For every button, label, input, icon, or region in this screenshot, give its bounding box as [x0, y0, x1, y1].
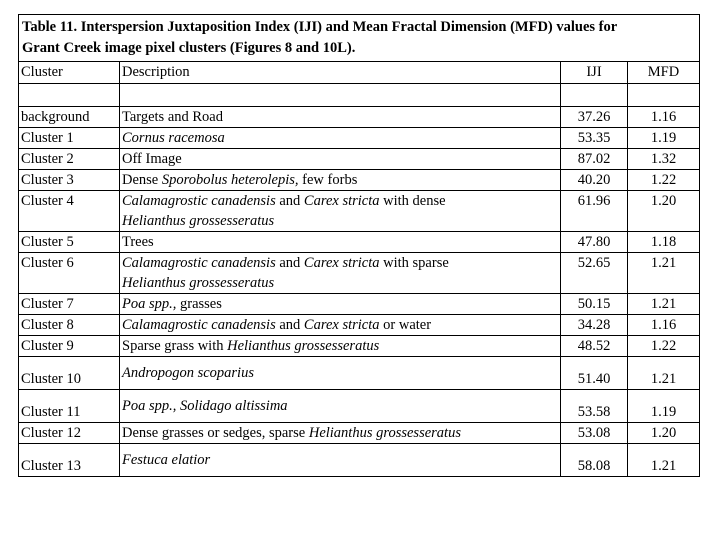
iji-cell: 52.65 [561, 253, 628, 294]
table-row [19, 107, 700, 128]
description-text: grasses [176, 296, 222, 312]
mfd-cell: 1.20 [628, 423, 700, 444]
description-cell [120, 294, 561, 315]
description-text: or water [379, 317, 432, 333]
species-name: Carex stricta [303, 193, 380, 209]
mfd-cell: 1.21 [628, 294, 700, 315]
table-caption [19, 15, 700, 62]
cluster-cell: Cluster 11 [19, 390, 120, 423]
species-name: Calamagrostic canadensis [122, 255, 276, 271]
description-text: with dense [379, 193, 446, 209]
description-text: Sparse grass with [122, 338, 228, 354]
description-cell [120, 315, 561, 336]
description-text: with sparse [379, 255, 449, 271]
table-row [19, 294, 700, 315]
table-row [19, 390, 700, 423]
iji-cell: 40.20 [561, 170, 628, 191]
mfd-cell: 1.22 [628, 336, 700, 357]
description-cell [120, 444, 561, 477]
description-cell [120, 128, 561, 149]
description-cell [120, 390, 561, 423]
cluster-cell: background [19, 107, 120, 128]
species-name: Helianthus grossesseratus [308, 425, 461, 441]
mfd-cell: 1.16 [628, 315, 700, 336]
description-cell [120, 107, 561, 128]
table-row [19, 191, 700, 232]
description-cell [120, 423, 561, 444]
iji-cell: 53.58 [561, 390, 628, 423]
spacer-cell [19, 84, 120, 107]
header-cluster: Cluster [19, 62, 120, 84]
cluster-cell: Cluster 6 [19, 253, 120, 294]
species-name: Poa spp., Solidago altissima [122, 398, 288, 414]
description-text: and [275, 255, 304, 271]
description-text: Trees [122, 234, 154, 250]
species-name: Carex stricta [303, 255, 380, 271]
iji-cell: 34.28 [561, 315, 628, 336]
table-caption-row [19, 15, 700, 62]
description-cell [120, 232, 561, 253]
spacer-cell [628, 84, 700, 107]
description-text: and [275, 317, 304, 333]
species-name: Calamagrostic canadensis [122, 193, 276, 209]
iji-cell: 58.08 [561, 444, 628, 477]
description-cell [120, 191, 561, 232]
iji-cell: 61.96 [561, 191, 628, 232]
description-text: Dense [122, 172, 162, 188]
cluster-cell: Cluster 5 [19, 232, 120, 253]
cluster-cell: Cluster 2 [19, 149, 120, 170]
iji-cell: 37.26 [561, 107, 628, 128]
iji-cell: 50.15 [561, 294, 628, 315]
iji-cell: 51.40 [561, 357, 628, 390]
iji-cell: 48.52 [561, 336, 628, 357]
table-row [19, 423, 700, 444]
mfd-cell: 1.19 [628, 128, 700, 149]
iji-cell: 53.08 [561, 423, 628, 444]
caption-line-2: Grant Creek image pixel clusters (Figures 8 and 10L). [22, 40, 356, 56]
description-cell [120, 336, 561, 357]
description-text: Off Image [122, 151, 182, 167]
mfd-cell: 1.21 [628, 253, 700, 294]
species-name: Poa spp., [122, 296, 177, 312]
species-name: Carex stricta [303, 317, 380, 333]
table-row [19, 128, 700, 149]
species-name: Sporobolus heterolepis, [161, 172, 299, 188]
header-iji: IJI [561, 62, 628, 84]
table-row [19, 170, 700, 191]
table-row [19, 253, 700, 294]
table-row [19, 336, 700, 357]
spacer-cell [120, 84, 561, 107]
species-name: Cornus racemosa [122, 130, 225, 146]
iji-cell: 47.80 [561, 232, 628, 253]
description-cell [120, 149, 561, 170]
iji-cell: 53.35 [561, 128, 628, 149]
spacer-cell [561, 84, 628, 107]
cluster-cell: Cluster 3 [19, 170, 120, 191]
header-mfd: MFD [628, 62, 700, 84]
header-row [19, 62, 700, 84]
species-name: Helianthus grossesseratus [122, 213, 275, 229]
mfd-cell: 1.19 [628, 390, 700, 423]
cluster-cell: Cluster 10 [19, 357, 120, 390]
species-name: Andropogon scoparius [122, 365, 254, 381]
description-cell [120, 170, 561, 191]
data-table [18, 14, 700, 477]
caption-line-1: Table 11. Interspersion Juxtaposition Index (IJI) and Mean Fractal Dimension (MFD) values for [22, 19, 618, 35]
description-cell [120, 357, 561, 390]
mfd-cell: 1.16 [628, 107, 700, 128]
mfd-cell: 1.20 [628, 191, 700, 232]
cluster-cell: Cluster 9 [19, 336, 120, 357]
cluster-cell: Cluster 4 [19, 191, 120, 232]
mfd-cell: 1.21 [628, 444, 700, 477]
description-cell [120, 253, 561, 294]
description-text: Dense grasses or sedges, sparse [122, 425, 309, 441]
cluster-cell: Cluster 1 [19, 128, 120, 149]
cluster-cell: Cluster 8 [19, 315, 120, 336]
header-description: Description [120, 62, 561, 84]
cluster-cell: Cluster 13 [19, 444, 120, 477]
species-name: Helianthus grossesseratus [227, 338, 380, 354]
table-row [19, 315, 700, 336]
table-row [19, 232, 700, 253]
description-text: few forbs [298, 172, 358, 188]
mfd-cell: 1.22 [628, 170, 700, 191]
species-name: Festuca elatior [122, 452, 211, 468]
table-row [19, 149, 700, 170]
cluster-cell: Cluster 7 [19, 294, 120, 315]
spacer-row [19, 84, 700, 107]
mfd-cell: 1.32 [628, 149, 700, 170]
mfd-cell: 1.18 [628, 232, 700, 253]
iji-cell: 87.02 [561, 149, 628, 170]
description-text: Targets and Road [122, 109, 223, 125]
species-name: Helianthus grossesseratus [122, 275, 275, 291]
document-page [18, 14, 699, 477]
cluster-cell: Cluster 12 [19, 423, 120, 444]
table-row [19, 444, 700, 477]
species-name: Calamagrostic canadensis [122, 317, 276, 333]
table-row [19, 357, 700, 390]
mfd-cell: 1.21 [628, 357, 700, 390]
description-text: and [275, 193, 304, 209]
